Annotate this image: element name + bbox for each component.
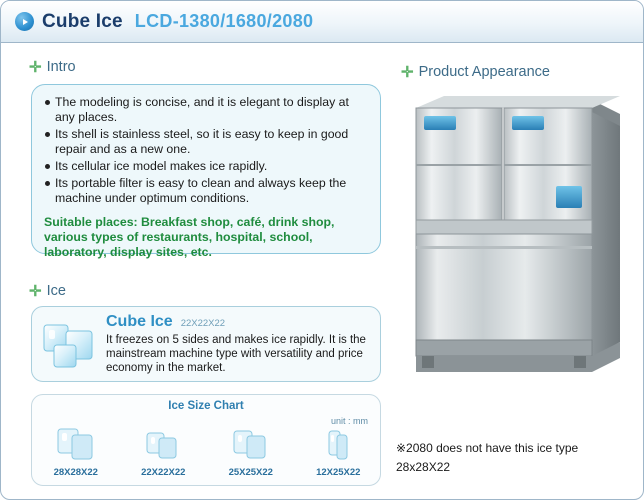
play-circle-icon [15, 12, 34, 31]
ice-description: It freezes on 5 sides and makes ice rapidly. It is the mainstream machine type with versatility and price economy in the market. [106, 334, 366, 374]
ice-section-title [29, 283, 66, 299]
list-item: Its portable filter is easy to clean and always keep the machine under optimum conditions. [44, 176, 368, 206]
page-title: Cube Ice [42, 10, 123, 32]
ice-title-row [106, 313, 372, 331]
appearance-section-title [401, 64, 550, 80]
intro-bullet-list [44, 95, 368, 206]
footnote [396, 439, 636, 477]
chart-label: 28X28X22 [53, 467, 98, 478]
plus-icon: ✛ [401, 63, 414, 81]
ice-size-chart [31, 394, 381, 486]
list-item: Its shell is stainless steel, so it is easy to keep in good repair and as a new one. [44, 127, 368, 157]
ice-title-label: Ice [46, 283, 66, 299]
ice-name: Cube Ice [106, 313, 173, 330]
chart-label: 22X22X22 [141, 467, 186, 478]
ice-cube-icon [54, 419, 98, 463]
chart-title: Ice Size Chart [168, 400, 244, 412]
list-item: Its cellular ice model makes ice rapidly. [44, 159, 368, 174]
appearance-title-label: Product Appearance [418, 64, 550, 80]
list-item [38, 419, 114, 478]
list-item [300, 419, 376, 478]
intro-section-title [29, 59, 76, 75]
chart-label: 12X25X22 [316, 467, 361, 478]
ice-cube-icon [143, 419, 183, 463]
footnote-line-2: 28x28X22 [396, 460, 451, 474]
chart-label: 25X25X22 [228, 467, 273, 478]
ice-dimension: 22X22X22 [180, 318, 226, 329]
ice-cube-icon [325, 419, 351, 463]
ice-info-box [31, 306, 381, 382]
chart-unit-label: unit : mm [330, 416, 368, 426]
model-number: LCD-1380/1680/2080 [134, 11, 314, 31]
suitable-places-note: Suitable places: Breakfast shop, café, drink shop, various types of restaurants, hospital, school, laboratory, display sites, etc. [44, 215, 335, 259]
page-header [1, 1, 643, 43]
list-item: The modeling is concise, and it is elegant to display at any places. [44, 95, 368, 125]
intro-box [31, 84, 381, 259]
plus-icon: ✛ [29, 282, 42, 300]
ice-text-block [106, 313, 372, 375]
intro-title-label: Intro [46, 59, 76, 75]
chart-item-list [32, 419, 382, 478]
product-appearance-image [396, 86, 631, 376]
ice-cube-icon [40, 315, 100, 375]
ice-cube-icon [230, 419, 272, 463]
plus-icon: ✛ [29, 58, 42, 76]
footnote-line-1: ※2080 does not have this ice type [396, 441, 579, 455]
list-item [213, 419, 289, 478]
list-item [125, 419, 201, 478]
